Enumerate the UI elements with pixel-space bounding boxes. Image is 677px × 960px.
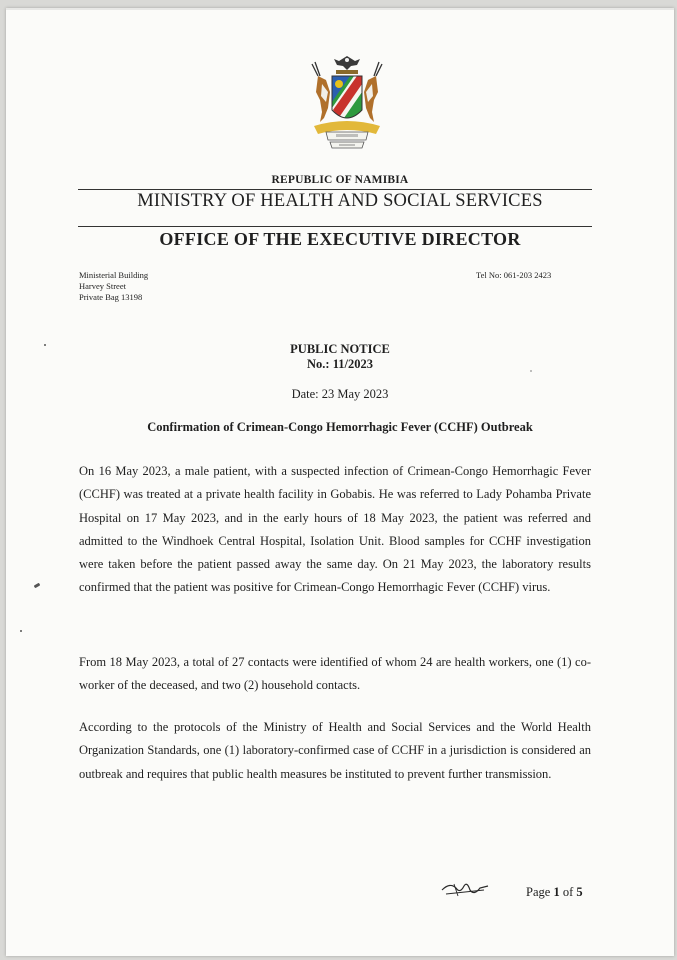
- document-page: [6, 8, 674, 956]
- page-total: 5: [576, 885, 583, 899]
- page-number: [526, 885, 583, 900]
- address-block: [79, 270, 148, 303]
- notice-heading: [6, 342, 674, 372]
- body-paragraph-2: From 18 May 2023, a total of 27 contacts were identified of whom 24 are health workers, one (1) co-worker of the deceased, and two (2) household contacts.: [79, 655, 591, 693]
- scan-speck: [20, 630, 22, 632]
- body-paragraph-3: According to the protocols of the Ministry of Health and Social Services and the World Health Organization Standards, one (1) laboratory-confirmed case of CCHF in a jurisdiction is considered an outbreak and requires that public health measures be instituted to prevent further transmission.: [79, 720, 591, 781]
- page-prefix: Page: [526, 885, 554, 899]
- address-line-2: Harvey Street: [79, 281, 126, 291]
- notice-date: Date: 23 May 2023: [291, 387, 389, 401]
- notice-number: No.: 11/2023: [307, 357, 373, 371]
- notice-title: PUBLIC NOTICE: [290, 342, 390, 356]
- office-heading: OFFICE OF THE EXECUTIVE DIRECTOR: [159, 229, 521, 249]
- ministry-heading: MINISTRY OF HEALTH AND SOCIAL SERVICES: [137, 191, 543, 211]
- header-rule-bottom: [78, 226, 592, 227]
- initials-signature: [440, 878, 490, 900]
- coat-of-arms-emblem: [306, 52, 388, 152]
- scan-speck: [530, 370, 532, 372]
- body-paragraph-1: On 16 May 2023, a male patient, with a suspected infection of Crimean-Congo Hemorrhagic Fever (CCHF) was treated at a private health facility in Gobabis. He was referred to Lady Pohamba Private Hospital on 17 May 2023, and in the early hours of 18 May 2023, the patient was referred and admitted to the Windhoek Central Hospital, Isolation Unit. Blood samples for CCHF investigation were taken before the patient passed away the same day. On 21 May 2023, the laboratory results confirmed that the patient was positive for Crimean-Congo Hemorrhagic Fever (CCHF) virus.: [79, 464, 591, 595]
- telephone-number: Tel No: 061-203 2423: [476, 270, 552, 280]
- address-line-1: Ministerial Building: [79, 270, 149, 280]
- notice-subject: Confirmation of Crimean-Congo Hemorrhagic Fever (CCHF) Outbreak: [147, 420, 533, 434]
- scan-speck: [44, 344, 46, 346]
- page-current: 1: [553, 885, 560, 899]
- header-rule-top: [78, 189, 592, 190]
- scan-speck: [34, 583, 41, 589]
- address-line-3: Private Bag 13198: [79, 292, 143, 302]
- page-of: of: [559, 885, 577, 899]
- page-top-edge: [6, 8, 674, 10]
- republic-heading: REPUBLIC OF NAMIBIA: [271, 174, 409, 186]
